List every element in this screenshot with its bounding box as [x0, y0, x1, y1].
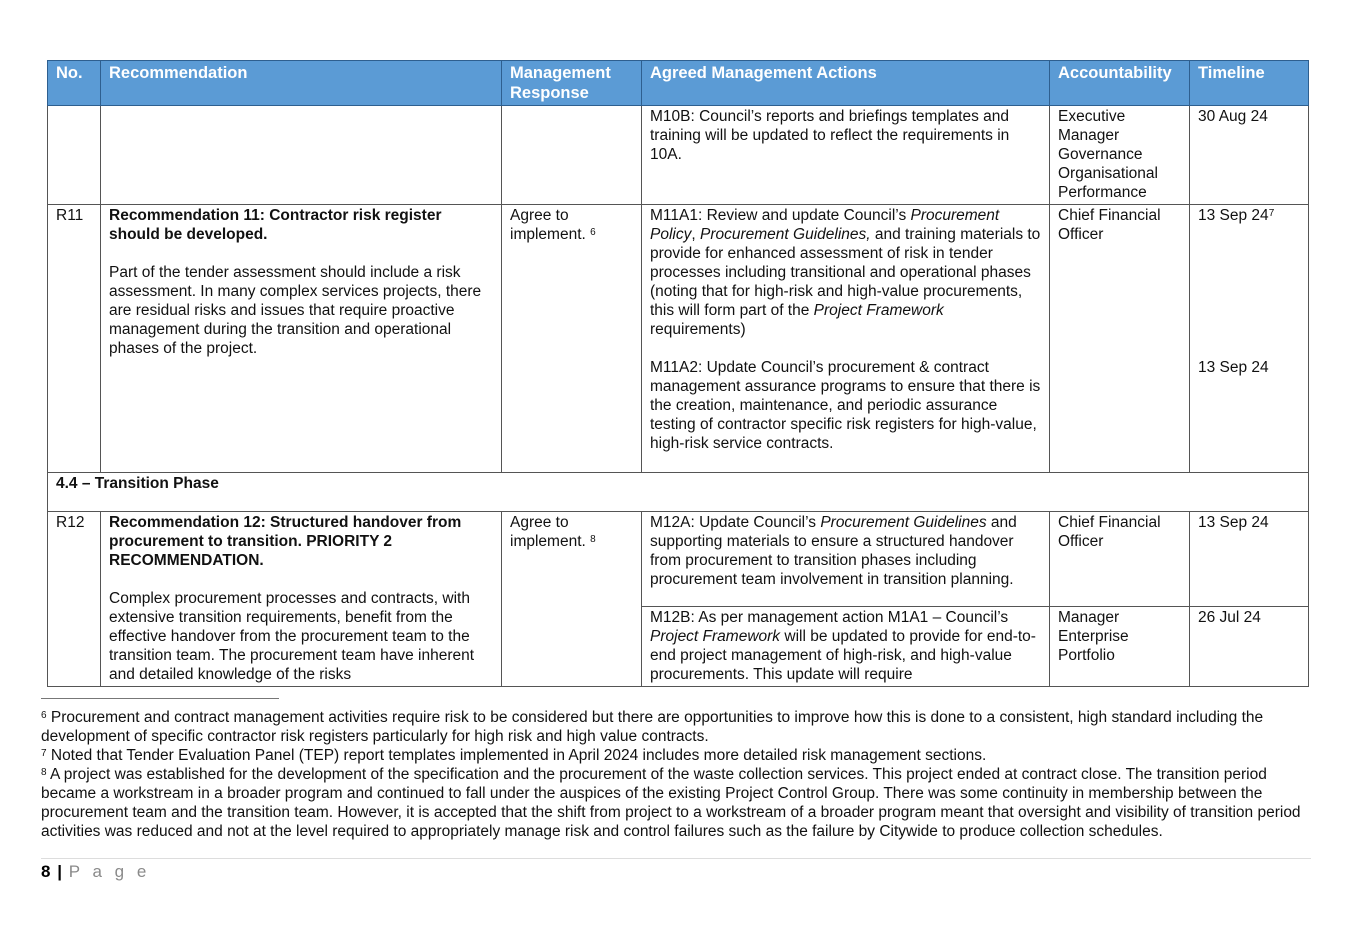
timeline-r11: [1190, 205, 1309, 473]
rec-no-r12: R12: [48, 512, 101, 687]
actions-r11: [642, 205, 1050, 473]
header-management-response: Management Response: [502, 61, 642, 106]
page-footer-divider: [41, 858, 1311, 859]
action-m10b: M10B: Council’s reports and briefings templates and training will be updated to reflect the requirements in 10A.: [642, 106, 1050, 205]
table-header-row: [48, 61, 1309, 106]
footnote-ref: 8: [590, 534, 596, 545]
response-r11: Agree to implement. $^6$: [502, 205, 642, 473]
footnote-ref: 6: [590, 227, 596, 238]
action-m11a2: M11A2: Update Council’s procurement & contract management assurance programs to ensure that there is the creation, maintenance, and periodic assurance testing of contractor specific risk registers for high-value, high-risk service contracts.: [650, 359, 1041, 452]
recommendations-table: [47, 60, 1309, 687]
response-r12: Agree to implement. $^8$: [502, 512, 642, 687]
accountability-m12b: Manager Enterprise Portfolio: [1050, 607, 1190, 687]
recommendation-title: Recommendation 12: Structured handover from procurement to transition. PRIORITY 2 RECOMMENDATION.: [109, 514, 462, 569]
action-m12a: M12A: Update Council’s Procurement Guidelines and supporting materials to ensure a structured handover from procurement to transition phases including procurement team involvement in transition planning.: [642, 512, 1050, 607]
table-row: [48, 205, 1309, 473]
footnote-7: $^7$ Noted that Tender Evaluation Panel (TEP) report templates implemented in April 2024 includes more detailed risk management sections.: [41, 747, 987, 764]
recommendation-title: Recommendation 11: Contractor risk register should be developed.: [109, 207, 442, 243]
section-heading: 4.4 – Transition Phase: [48, 473, 1309, 512]
recommendation-r11: [101, 205, 502, 473]
table-row: [48, 106, 1309, 205]
action-m12b: M12B: As per management action M1A1 – Council’s Project Framework will be updated to provide for end-to-end project management of high-risk, and high-value procurements. This update will require: [642, 607, 1050, 687]
footnote-8: $^8$ A project was established for the development of the specification and the procurement of the waste collection services. This project ended at contract close. The transition period became a workstream in a broader program and continued to fall under the auspices of the existing Project Control Group. There was some continuity in membership between the procurement team and the transition team. However, it is accepted that the shift from project to a workstream of a broader program meant that oversight and visibility of transition period activities was reduced and not at the level required to appropriately manage risk and control failures such as the failure by Citywide to produce collection schedules.: [41, 766, 1301, 840]
footnote-6: $^6$ Procurement and contract management activities require risk to be considered but there are opportunities to improve how this is done to a consistent, high standard including the development of specific contractor risk registers particularly for high risk and high value contracts.: [41, 709, 1264, 745]
section-row: [48, 473, 1309, 512]
footnote-divider: [41, 698, 279, 699]
accountability-m10b: Executive Manager Governance Organisational Performance: [1050, 106, 1190, 205]
timeline-m11a2: 13 Sep 24: [1198, 359, 1269, 376]
page-number: 8 | P a g e: [41, 862, 151, 881]
timeline-m11a1: 13 Sep $24^7$: [1198, 207, 1275, 224]
header-accountability: Accountability: [1050, 61, 1190, 106]
accountability-r11: Chief Financial Officer: [1050, 205, 1190, 473]
recommendation-body: Part of the tender assessment should include a risk assessment. In many complex services projects, there are residual risks and issues that require proactive management during the transition and operational phases of the project.: [109, 264, 482, 357]
footnotes: [41, 708, 1311, 841]
rec-no-r11: R11: [48, 205, 101, 473]
header-timeline: Timeline: [1190, 61, 1309, 106]
header-no: No.: [48, 61, 101, 106]
recommendation-body: Complex procurement processes and contracts, with extensive transition requirements, benefit from the effective handover from the procurement team to the transition team. The procurement team have inherent and detailed knowledge of the risks: [109, 590, 475, 683]
timeline-m10b: 30 Aug 24: [1190, 106, 1309, 205]
action-m11a1: M11A1: Review and update Council’s Procurement Policy, Procurement Guidelines, and training materials to provide for enhanced assessment of risk in tender processes including transitional and operational phases (noting that for high-risk and high-value procurements, this will form part of the Project Framework requirements): [650, 207, 1041, 338]
accountability-m12a: Chief Financial Officer: [1050, 512, 1190, 607]
footnote-ref: 7: [1268, 208, 1275, 219]
recommendation-r12: [101, 512, 502, 687]
timeline-m12a: 13 Sep 24: [1190, 512, 1309, 607]
header-recommendation: Recommendation: [101, 61, 502, 106]
header-agreed-actions: Agreed Management Actions: [642, 61, 1050, 106]
timeline-m12b: 26 Jul 24: [1190, 607, 1309, 687]
table-row: [48, 512, 1309, 607]
